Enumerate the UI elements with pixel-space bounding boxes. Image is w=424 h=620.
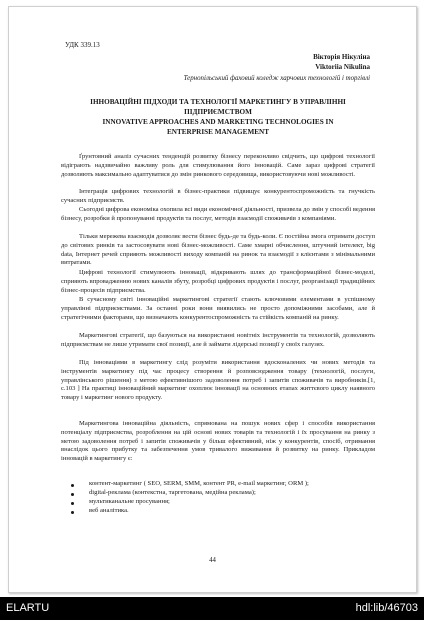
title-uk-line1: ІННОВАЦІЙНІ ПІДХОДИ ТА ТЕХНОЛОГІЇ МАРКЕТИНГУ В УПРАВЛІННІ <box>90 98 346 106</box>
paragraph: Сьогодні цифрова економіка охопила всі види економічної діяльності, призвела до змін у способі ведення бізнесу, розробки й пропонуванні продуктів та послуг, методів взаємодії споживачів з компаніями. <box>61 206 375 222</box>
handle-id: hdl:lib/46703 <box>355 602 418 614</box>
repository-footer-bar <box>0 597 424 620</box>
udc-code: УДК 339.13 <box>65 41 100 49</box>
bullet-icon <box>71 502 74 505</box>
paragraph: В сучасному світі інноваційні маркетингові стратегії стають ключовими елементами в успішному управлінні підприємствами. За останні роки вони виявились не просто допоміжними засобами, але й стратегічними факторами, що визначають конкурентоспроможність та стійкість компаній на ринку. <box>61 296 375 321</box>
author-uk: Вікторія Нікуліна <box>313 53 370 61</box>
paragraph: Інтеграція цифрових технологій в бізнес-практики підвищує конкурентоспроможність та гнучкість сучасних підприємств. <box>61 188 375 204</box>
paragraph: Ґрунтовний аналіз сучасних тенденцій розвитку бізнесу переконливо свідчить, що цифрові технології відіграють надзвичайно важливу роль для стимулювання його інновацій. Саме зараз цифрові стратегії дозволяють максимально адаптуватися до змін ринкового середовища, використовуючи нові можливості. <box>61 153 375 178</box>
list-item: веб аналітика. <box>89 507 129 514</box>
paragraph: Цифрові технології стимулюють інновації, відкривають шлях до трансформаційної бізнес-моделі, сприяють впровадженню нових каналів збуту, розробці цифрових продуктів і послуг, реорганізації традиційних бізнес-процесів підприємства. <box>61 269 375 294</box>
repository-name: ELARTU <box>6 602 50 614</box>
paragraph: Під інноваціями в маркетингу слід розуміти використання вдосконалених чи нових методів та інструментів маркетингу під час процесу створення й розповсюдження товару (технологій, послуги, управлінського рішення) з метою ефективнішого задоволення потреб і запитів споживачів та виробників.[1, с.103 ] На практиці інноваційний маркетинг охоплює інновації на основних етапах життєвого циклу наявного товару і маркетинг нового продукту. <box>61 359 375 402</box>
title-en-line1: INNOVATIVE APPROACHES AND MARKETING TECHNOLOGIES IN <box>102 118 334 126</box>
title-en-line2: ENTERPRISE MANAGEMENT <box>166 128 270 136</box>
list-item: мультиканальне просування; <box>89 498 170 505</box>
list-item: контент-маркетинг ( SEO, SERM, SMM, контент PR, e-mail маркетинг, ORM ); <box>89 480 309 487</box>
affiliation: Тернопільський фаховий коледж харчових технологій і торгівлі <box>183 75 370 82</box>
page-number: 44 <box>209 557 216 564</box>
bullet-icon <box>71 484 74 487</box>
paragraph: Тільки мережева взаємодія дозволяє вести бізнес будь-де та будь-коли. Є постійна змога отримати доступ до світових ринків та застосовувати нові бізнес-можливості. Саме хмарні обчислення, штучний інтелект, big data, Інтернет речей сприяють можливості виходу компаній на ринок та взаємодії з клієнтами з мінімальними витратами. <box>61 233 375 267</box>
bullet-icon <box>71 511 74 514</box>
bullet-icon <box>71 493 74 496</box>
list-item: digital-реклама (контекстна, таргетована, медійна реклама); <box>89 489 256 496</box>
author-en: Viktoriia Nikulina <box>315 63 370 71</box>
title-uk-line2: ПІДПРИЄМСТВОМ <box>184 108 252 116</box>
paragraph: Маркетингова інноваційна діяльність, спрямована на пошук нових сфер і способів використання потенціалу підприємства, розроблення на цій основі нових товарів та технологій і їх просування на ринку з метою задоволення потреб і запитів споживачів у більш ефективний, ніж у конкурентів, спосіб, отримання внаслідок цього прибутку та забезпечення умов тривалого виживання й розвитку на ринку. Прикладом інновацій в маркетингу є: <box>61 420 375 463</box>
paper-page <box>8 6 417 593</box>
paragraph: Маркетингові стратегії, що базуються на використанні новітніх інструментів та технологій, дозволяють підприємствам не лише утримати свої позиції, але й займати лідерські позиції у своїх галузях. <box>61 332 375 348</box>
